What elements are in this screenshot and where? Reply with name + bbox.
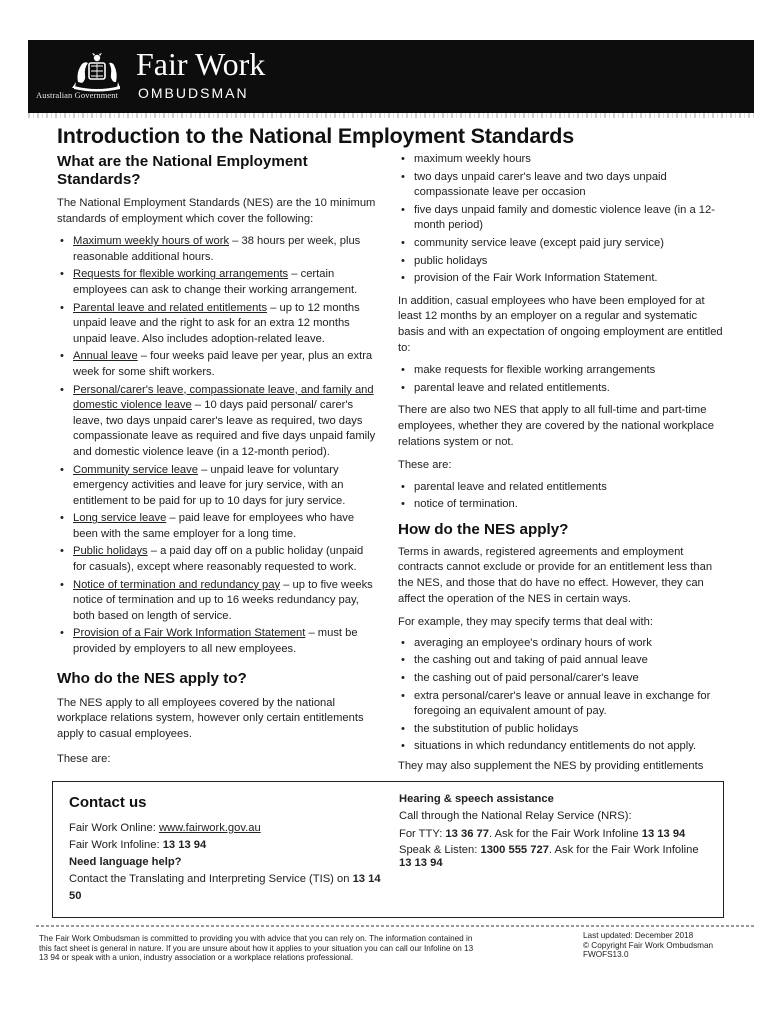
nes-link-notice-termination[interactable]: Notice of termination and redundancy pay bbox=[73, 578, 281, 591]
copyright: © Copyright Fair Work Ombudsman bbox=[583, 940, 714, 950]
list-item-text: – paid leave for employees who have been with the same employer for a long time. bbox=[73, 512, 355, 540]
list-item: • provision of the Fair Work Information Statement. bbox=[398, 271, 726, 287]
infoline-line bbox=[69, 837, 389, 854]
online-label: Fair Work Online: bbox=[69, 822, 159, 834]
document-code: FWOFS13.0 bbox=[583, 950, 629, 959]
list-item-text: – a paid day off on a public holiday (unpaid for casuals), except where reasonably requested to work. bbox=[73, 545, 364, 574]
list-item-text: – up to five weeks notice of termination and up to 16 weeks redundancy pay, both based on length of service. bbox=[73, 578, 373, 622]
right-column bbox=[398, 152, 726, 775]
infoline-label: Fair Work Infoline: bbox=[69, 839, 163, 851]
government-label: Australian Government bbox=[36, 90, 119, 100]
list-item: • the cashing out of paid personal/carer's leave bbox=[398, 671, 726, 687]
list-item-text: – up to 12 months unpaid leave and the right to ask for an extra 12 months unpaid leave. Also includes adoption-related leave. bbox=[73, 301, 360, 345]
header-banner bbox=[28, 40, 754, 113]
nes-link-community-service[interactable]: Community service leave bbox=[73, 463, 198, 476]
list-item bbox=[57, 267, 379, 298]
nes-link-annual-leave[interactable]: Annual leave bbox=[73, 350, 138, 363]
speak-line bbox=[399, 844, 709, 870]
list-item: • averaging an employee's ordinary hours of work bbox=[398, 636, 726, 652]
nrs-text: Call through the National Relay Service (NRS): bbox=[399, 810, 632, 822]
tty-line bbox=[399, 826, 709, 843]
brand-subtitle: OMBUDSMAN bbox=[138, 85, 249, 101]
what-intro: The National Employment Standards (NES) are the 10 minimum standards of employment which cover the following: bbox=[57, 197, 376, 225]
list-item: • the cashing out and taking of paid annual leave bbox=[398, 653, 726, 669]
nes-link-long-service[interactable]: Long service leave bbox=[73, 512, 167, 525]
list-item: • extra personal/carer's leave or annual leave in exchange for foregoing an equivalent amount of pay. bbox=[398, 689, 726, 720]
hearing-heading: Hearing & speech assistance bbox=[399, 793, 554, 805]
contact-right bbox=[399, 791, 709, 870]
list-item-text: – 38 hours per week, plus reasonable additional hours. bbox=[73, 235, 361, 263]
online-line bbox=[69, 820, 389, 837]
footer-divider bbox=[36, 925, 754, 927]
list-item bbox=[57, 463, 379, 510]
list-item: • parental leave and related entitlements bbox=[398, 480, 726, 496]
how-paragraph: Terms in awards, registered agreements and employment contracts cannot exclude or provide for an entitlement less than the NES, and those that do have no effect. However, they can affect the operation of the NES in certain ways. bbox=[398, 545, 713, 605]
list-item bbox=[57, 301, 379, 348]
list-item bbox=[57, 511, 379, 542]
contact-left bbox=[69, 820, 389, 905]
nes-link-parental-leave[interactable]: Parental leave and related entitlements bbox=[73, 301, 268, 314]
list-item-text: – must be provided by employers to all new employees. bbox=[73, 627, 358, 656]
casual-nes-list bbox=[398, 152, 726, 287]
how-example: For example, they may specify terms that deal with: bbox=[398, 616, 653, 629]
list-item bbox=[57, 626, 379, 657]
all-employees-paragraph: There are also two NES that apply to all full-time and part-time employees, whether they are covered by the national workplace relations system or not. bbox=[398, 404, 714, 448]
list-item: • five days unpaid family and domestic violence leave (in a 12-month period) bbox=[398, 203, 726, 234]
speak-label: Speak & Listen: bbox=[399, 844, 481, 856]
list-item: • community service leave (except paid jury service) bbox=[398, 236, 726, 252]
infoline-number: 13 13 94 bbox=[162, 839, 207, 851]
list-item: • situations in which redundancy entitlements do not apply. bbox=[398, 739, 726, 755]
nes-list bbox=[57, 234, 379, 657]
list-item bbox=[57, 578, 379, 625]
list-item bbox=[57, 234, 379, 265]
nes-link-flexible-working[interactable]: Requests for flexible working arrangements bbox=[73, 268, 289, 281]
list-item-text: – 10 days paid personal/ carer's leave, two days unpaid carer's leave as required, two days compassionate leave as required and five days unpaid family and domestic violence leave (in a 12-month period). bbox=[73, 399, 376, 458]
how-heading: How do the NES apply? bbox=[398, 520, 569, 538]
speak-number: 1300 555 727 bbox=[480, 844, 549, 856]
list-item bbox=[57, 383, 379, 461]
who-paragraph: The NES apply to all employees covered by the national workplace relations system, however only certain entitlements apply to casual employees. bbox=[57, 696, 364, 740]
coat-of-arms-icon bbox=[68, 52, 126, 94]
list-item: • two days unpaid carer's leave and two days unpaid compassionate leave per occasion bbox=[398, 170, 726, 201]
contact-heading: Contact us bbox=[69, 794, 147, 811]
casual-entitlement-list bbox=[398, 363, 726, 396]
list-item bbox=[57, 349, 379, 380]
tis-text: Contact the Translating and Interpreting Service (TIS) on bbox=[69, 873, 353, 885]
tis-number: 13 14 50 bbox=[69, 873, 381, 902]
who-heading: Who do the NES apply to? bbox=[57, 669, 247, 687]
tty-number: 13 36 77 bbox=[445, 828, 489, 840]
tty-label: For TTY: bbox=[399, 828, 446, 840]
list-item: • the substitution of public holidays bbox=[398, 722, 726, 738]
speak-text: . Ask for the Fair Work Infoline bbox=[548, 844, 699, 856]
casual-paragraph: In addition, casual employees who have been employed for at least 12 months by an employer on a regular and systematic basis and with an expectation of ongoing employment are entitled to: bbox=[398, 294, 723, 354]
list-item: • maximum weekly hours bbox=[398, 152, 726, 168]
footer-meta bbox=[583, 931, 753, 960]
list-item: • public holidays bbox=[398, 254, 726, 270]
footer-disclaimer bbox=[39, 934, 479, 963]
left-column bbox=[57, 153, 379, 768]
brand-title: Fair Work bbox=[136, 46, 266, 82]
tis-line bbox=[69, 871, 389, 905]
nes-link-public-holidays[interactable]: Public holidays bbox=[73, 545, 148, 558]
last-updated: Last updated: December 2018 bbox=[583, 931, 694, 940]
disclaimer-text: The Fair Work Ombudsman is committed to providing you with advice that you can rely on. The information contained in this fact sheet is general in nature. If you are unsure about how it applies to your situation you can call our Infoline on 13 13 94 or speak with a union, industry association or a workplace relations professional. bbox=[39, 934, 474, 962]
list-item: • notice of termination. bbox=[398, 497, 726, 513]
list-item: • parental leave and related entitlements. bbox=[398, 381, 726, 397]
list-item-text: – four weeks paid leave per year, plus an extra week for some shift workers. bbox=[73, 350, 373, 378]
page-title: Introduction to the National Employment Standards bbox=[57, 124, 574, 148]
supplement-text: They may also supplement the NES by providing entitlements bbox=[398, 760, 704, 772]
who-these-are: These are: bbox=[57, 753, 111, 766]
list-item bbox=[57, 544, 379, 575]
header-divider bbox=[28, 113, 754, 118]
tty-infoline-number: 13 13 94 bbox=[641, 828, 686, 840]
list-item-text: – unpaid leave for voluntary emergency activities and leave for jury service, with an entitlement to be paid for up to 10 days for jury service. bbox=[73, 463, 346, 507]
list-item-text: – certain employees can ask to change their working arrangement. bbox=[73, 268, 358, 296]
list-item: • make requests for flexible working arrangements bbox=[398, 363, 726, 379]
nes-link-maximum-hours[interactable]: Maximum weekly hours of work bbox=[73, 235, 230, 248]
all-employees-list bbox=[398, 480, 726, 513]
nes-link-personal-leave[interactable]: Personal/carer's leave, compassionate leave, and family and domestic violence leave bbox=[73, 383, 374, 412]
contact-box bbox=[52, 781, 724, 918]
these-are-label: These are: bbox=[398, 459, 452, 472]
fairwork-website-link[interactable]: www.fairwork.gov.au bbox=[158, 822, 261, 834]
language-help-heading: Need language help? bbox=[69, 856, 182, 868]
what-heading: What are the National Employment Standards? bbox=[57, 153, 308, 188]
terms-list bbox=[398, 636, 726, 755]
nes-link-information-statement[interactable]: Provision of a Fair Work Information Statement bbox=[73, 627, 306, 640]
speak-infoline-number: 13 13 94 bbox=[399, 857, 443, 869]
tty-text: . Ask for the Fair Work Infoline bbox=[488, 828, 642, 840]
